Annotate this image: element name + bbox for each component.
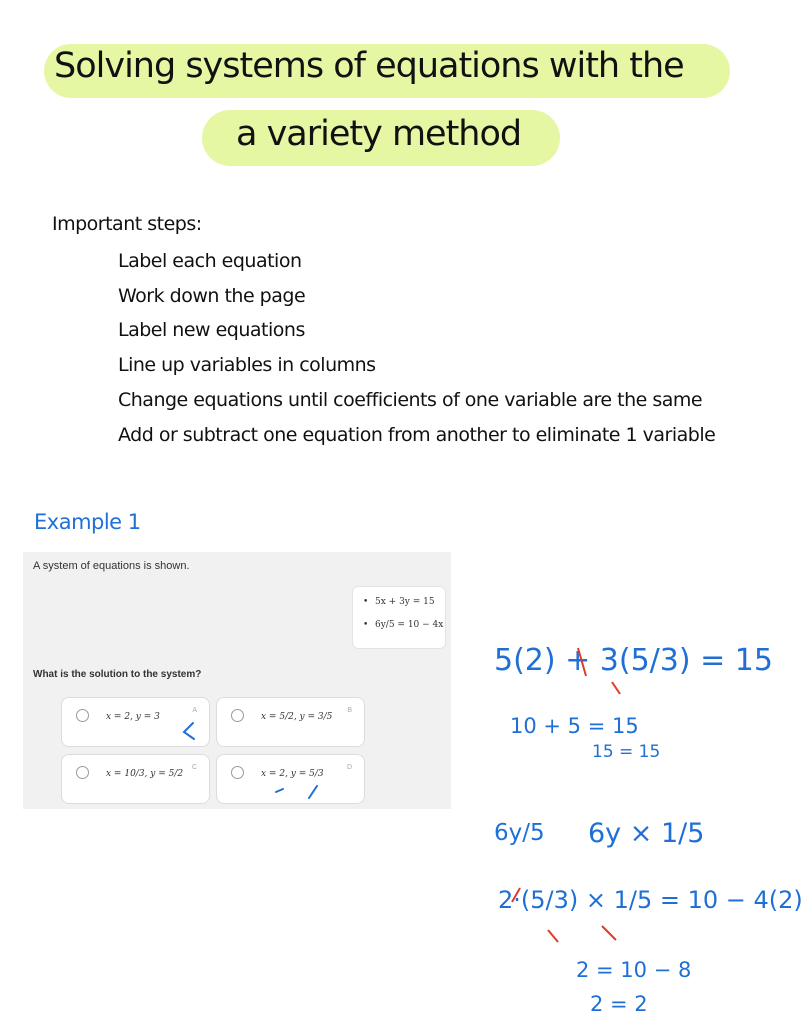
handwritten-line: 2·(5/3) × 1/5 = 10 − 4(2) bbox=[498, 886, 803, 914]
question-panel bbox=[23, 552, 451, 809]
example-label: Example 1 bbox=[34, 510, 141, 534]
handwritten-line: 15 = 15 bbox=[592, 742, 661, 762]
step-item: Change equations until coefficients of one variable are the same bbox=[118, 389, 703, 411]
answer-option-c[interactable] bbox=[61, 754, 210, 804]
step-item: Work down the page bbox=[118, 285, 306, 307]
option-letter: C bbox=[191, 764, 197, 771]
step-item: Label each equation bbox=[118, 250, 302, 272]
checkmark-icon bbox=[273, 782, 321, 802]
option-text: x = 2, y = 3 bbox=[106, 712, 160, 722]
step-item: Add or subtract one equation from another to eliminate 1 variable bbox=[118, 424, 716, 446]
question-prompt: A system of equations is shown. bbox=[33, 560, 190, 572]
option-letter: D bbox=[346, 764, 352, 771]
option-letter: B bbox=[347, 707, 352, 714]
radio-button[interactable] bbox=[231, 709, 244, 722]
page-title-line-2: a variety method bbox=[236, 114, 522, 154]
equation-bullet: • bbox=[363, 620, 369, 630]
page-title-line-1: Solving systems of equations with the bbox=[54, 46, 684, 86]
cancel-strokes bbox=[490, 640, 640, 710]
equation-system-box bbox=[352, 586, 446, 649]
checkmark-icon bbox=[179, 720, 201, 742]
question-text: What is the solution to the system? bbox=[33, 669, 202, 680]
handwritten-line: 2 = 10 − 8 bbox=[576, 958, 692, 982]
radio-button[interactable] bbox=[76, 766, 89, 779]
steps-heading: Important steps: bbox=[52, 213, 202, 235]
handwritten-line: 6y/5 bbox=[494, 820, 545, 846]
step-item: Line up variables in columns bbox=[118, 354, 376, 376]
option-text: x = 5/2, y = 3/5 bbox=[261, 712, 333, 722]
radio-button[interactable] bbox=[76, 709, 89, 722]
handwritten-line: 5(2) + 3(5/3) = 15 bbox=[494, 643, 773, 678]
option-text: x = 10/3, y = 5/2 bbox=[106, 769, 184, 779]
equation-bullet: • bbox=[363, 597, 369, 607]
equation-2: 6y/5 = 10 − 4x bbox=[375, 620, 444, 630]
handwritten-line: 6y × 1/5 bbox=[588, 818, 705, 849]
handwritten-line: 2 = 2 bbox=[590, 992, 648, 1016]
handwritten-line: 10 + 5 = 15 bbox=[510, 714, 639, 738]
step-item: Label new equations bbox=[118, 319, 305, 341]
equation-1: 5x + 3y = 15 bbox=[375, 597, 435, 607]
cancel-strokes bbox=[490, 880, 640, 950]
option-letter: A bbox=[192, 707, 197, 714]
answer-option-b[interactable] bbox=[216, 697, 365, 747]
option-text: x = 2, y = 5/3 bbox=[261, 769, 324, 779]
radio-button[interactable] bbox=[231, 766, 244, 779]
